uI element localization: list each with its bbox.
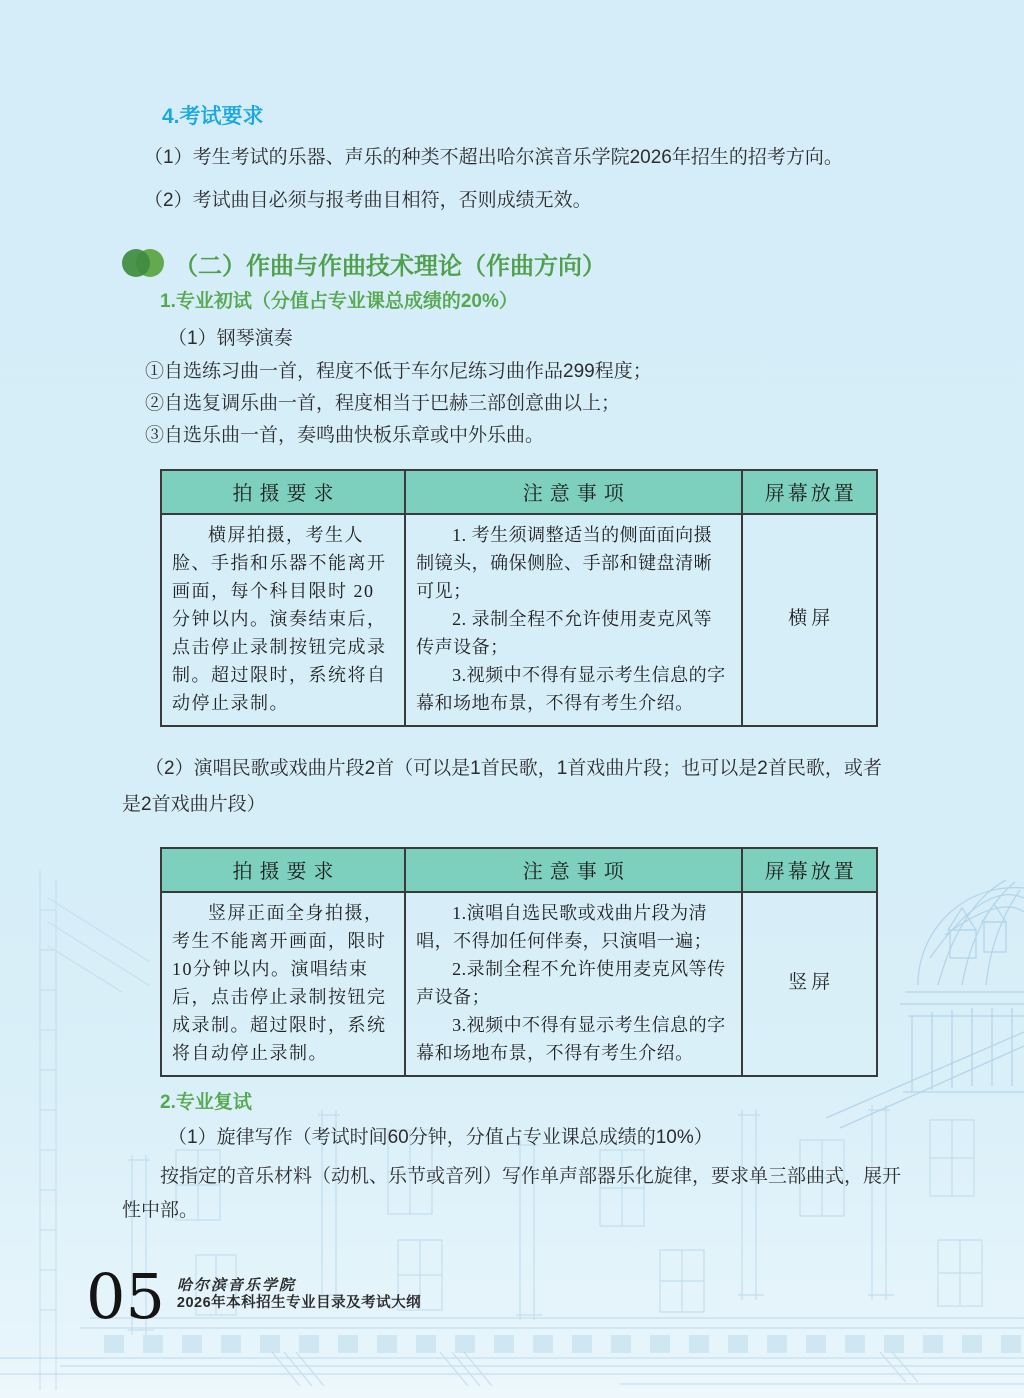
shooting-requirements-cell: [161, 514, 405, 726]
preliminary-heading: 1.专业初试（分值占专业课总成绩的20%）: [160, 291, 518, 312]
page-footer: [86, 1260, 422, 1333]
shooting-requirements-text: 竖屏正面全身拍摄，考生不能离开画面，限时10分钟以内。演唱结束后，点击停止录制按钮完成录制。超过限时，系统将自动停止录制。: [172, 903, 387, 1063]
folk-song-title: （2）演唱民歌或戏曲片段2首（可以是1首民歌，1首戏曲片段；也可以是2首民歌，或者是2首戏曲片段）: [122, 758, 882, 815]
column-header-shooting: 拍摄要求: [161, 470, 405, 514]
exam-requirement-item: （1）考生考试的乐器、声乐的种类不超出哈尔滨音乐学院2026年招生的招考方向。: [144, 147, 843, 168]
table-row: [161, 892, 877, 1076]
melody-writing-title: （1）旋律写作（考试时间60分钟，分值占专业课总成绩的10%）: [168, 1127, 713, 1148]
column-header-shooting: 拍摄要求: [161, 848, 405, 892]
notes-cell: [405, 892, 741, 1076]
shooting-requirements-text: 横屏拍摄，考生人脸、手指和乐器不能离开画面，每个科目限时 20 分钟以内。演奏结束后，点击停止录制按钮完成录制。超过限时，系统将自动停止录制。: [172, 525, 387, 713]
column-header-screen: 屏幕放置: [742, 470, 877, 514]
table-header-row: [161, 470, 877, 514]
exam-requirements-heading: 4.考试要求: [162, 105, 264, 128]
screen-placement-cell: 横屏: [742, 514, 877, 726]
shooting-requirements-cell: [161, 892, 405, 1076]
second-round-heading: 2.专业复试: [160, 1092, 252, 1113]
brochure-subtitle: 2026年本科招生专业目录及考试大纲: [176, 1295, 422, 1311]
piano-performance-title: （1）钢琴演奏: [168, 328, 293, 349]
school-name: 哈尔滨音乐学院: [176, 1278, 296, 1294]
bullet-item: ①自选练习曲一首，程度不低于车尔尼练习曲作品299程度；: [145, 361, 652, 382]
column-header-screen: 屏幕放置: [742, 848, 877, 892]
section-heading-row: [122, 246, 908, 280]
bullet-item: ②自选复调乐曲一首，程度相当于巴赫三部创意曲以上；: [145, 393, 621, 414]
footer-text: [177, 1278, 421, 1312]
recording-requirements-table-1: [160, 469, 878, 727]
table-header-row: [161, 848, 877, 892]
table-row: [161, 514, 877, 726]
note-item: 2.录制全程不允许使用麦克风等传声设备；: [416, 959, 726, 1007]
recording-requirements-table-2: [160, 847, 878, 1077]
exam-requirement-item: （2）考试曲目必须与报考曲目相符，否则成绩无效。: [144, 190, 592, 211]
note-item: 1.演唱自选民歌或戏曲片段为清唱，不得加任何伴奏，只演唱一遍；: [416, 903, 713, 951]
bullet-item: ③自选乐曲一首，奏鸣曲快板乐章或中外乐曲。: [145, 425, 545, 446]
column-header-notes: 注意事项: [405, 848, 741, 892]
double-circle-icon: [122, 249, 164, 277]
notes-cell: [405, 514, 741, 726]
note-item: 2. 录制全程不允许使用麦克风等传声设备；: [416, 609, 713, 657]
page-number: 05: [86, 1260, 165, 1333]
column-header-notes: 注意事项: [405, 470, 741, 514]
note-item: 3.视频中不得有显示考生信息的字幕和场地布景，不得有考生介绍。: [416, 1015, 726, 1063]
section-heading: （二）作曲与作曲技术理论（作曲方向）: [174, 252, 606, 280]
note-item: 3.视频中不得有显示考生信息的字幕和场地布景，不得有考生介绍。: [416, 665, 726, 713]
melody-writing-body: 按指定的音乐材料（动机、乐节或音列）写作单声部器乐化旋律，要求单三部曲式，展开性中部。: [122, 1166, 902, 1221]
note-item: 1. 考生须调整适当的侧面面向摄制镜头，确保侧脸、手部和键盘清晰可见；: [416, 525, 713, 601]
screen-placement-cell: 竖屏: [742, 892, 877, 1076]
